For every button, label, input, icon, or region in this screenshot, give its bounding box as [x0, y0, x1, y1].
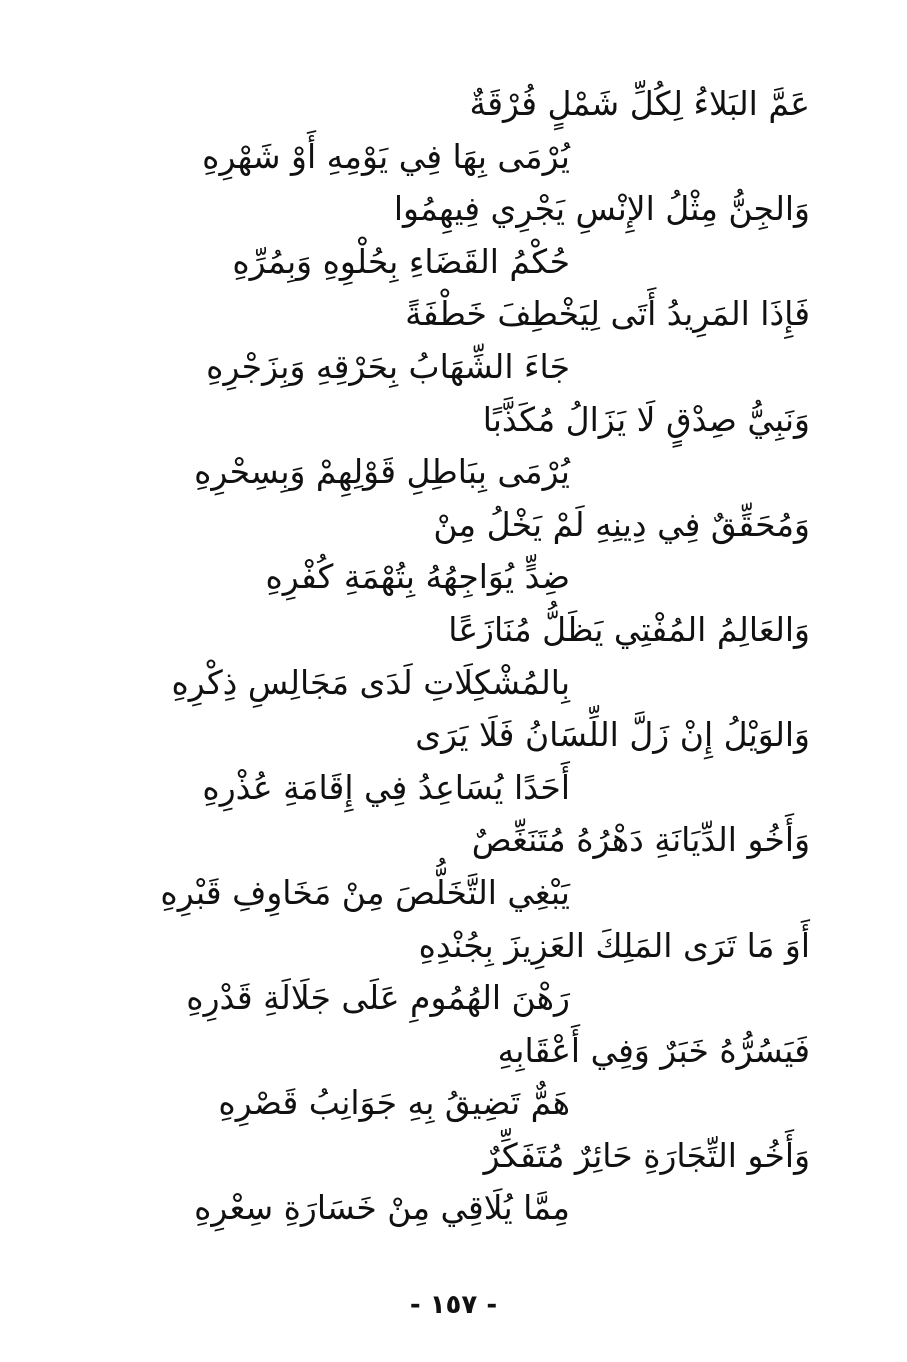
hemistich-first: أَوَ مَا تَرَى المَلِكَ العَزِيزَ بِجُنْدِهِ — [418, 925, 810, 965]
couplet — [150, 394, 810, 499]
couplet — [150, 1130, 810, 1235]
hemistich-second: جَاءَ الشِّهَابُ بِحَرْقِهِ وَبِزَجْرِهِ — [206, 346, 570, 386]
page-number: - ١٥٧ - — [409, 1290, 498, 1320]
hemistich-first: وَأَخُو التِّجَارَةِ حَائِرٌ مُتَفَكِّرٌ — [483, 1135, 810, 1175]
poem-text — [150, 78, 810, 1235]
hemistich-first: وَنَبِيُّ صِدْقٍ لَا يَزَالُ مُكَذَّبًا — [482, 399, 810, 439]
hemistich-second: بِالمُشْكِلَاتِ لَدَى مَجَالِسِ ذِكْرِهِ — [171, 662, 570, 702]
hemistich-first: وَالجِنُّ مِثْلُ الإِنْسِ يَجْرِي فِيهِمُوا — [393, 189, 810, 229]
hemistich-first: عَمَّ البَلاءُ لِكُلِّ شَمْلٍ فُرْقَةٌ — [469, 84, 810, 123]
hemistich-first: فَإِذَا المَرِيدُ أَتَى لِيَخْطِفَ خَطْفَةً — [405, 294, 810, 334]
couplet — [150, 709, 810, 814]
hemistich-first: وَالوَيْلُ إِنْ زَلَّ اللِّسَانُ فَلَا يَرَى — [415, 715, 810, 755]
hemistich-second: يُرْمَى بِهَا فِي يَوْمِهِ أَوْ شَهْرِهِ — [202, 136, 570, 176]
hemistich-second: حُكْمُ القَضَاءِ بِحُلْوِهِ وَبِمُرِّهِ — [232, 241, 570, 281]
hemistich-second: رَهْنَ الهُمُومِ عَلَى جَلَالَةِ قَدْرِهِ — [186, 978, 570, 1018]
hemistich-second: مِمَّا يُلَاقِي مِنْ خَسَارَةِ سِعْرِهِ — [194, 1188, 570, 1228]
couplet — [150, 1025, 810, 1130]
hemistich-first: فَيَسُرُّهُ خَبَرٌ وَفِي أَعْقَابِهِ — [497, 1030, 810, 1070]
couplet — [150, 814, 810, 919]
couplet — [150, 288, 810, 393]
couplet — [150, 183, 810, 288]
hemistich-second: يُرْمَى بِبَاطِلِ قَوْلِهِمْ وَبِسِحْرِهِ — [194, 452, 570, 492]
hemistich-second: ضِدٍّ يُوَاجِهُهُ بِتُهْمَةِ كُفْرِهِ — [265, 557, 570, 597]
hemistich-first: وَمُحَقِّقٌ فِي دِينِهِ لَمْ يَخْلُ مِنْ — [433, 504, 810, 544]
hemistich-first: وَأَخُو الدِّيَانَةِ دَهْرُهُ مُتَنَغِّصٌ — [471, 820, 810, 860]
couplet — [150, 499, 810, 604]
hemistich-second: يَبْغِي التَّخَلُّصَ مِنْ مَخَاوِفِ قَبْرِهِ — [160, 872, 570, 912]
hemistich-second: أَحَدًا يُسَاعِدُ فِي إِقَامَةِ عُذْرِهِ — [202, 767, 570, 807]
couplet — [150, 920, 810, 1025]
couplet — [150, 604, 810, 709]
hemistich-first: وَالعَالِمُ المُفْتِي يَظَلُّ مُنَازَعًا — [448, 609, 810, 649]
hemistich-second: هَمٌّ تَضِيقُ بِهِ جَوَانِبُ قَصْرِهِ — [218, 1083, 570, 1123]
couplet — [150, 78, 810, 183]
